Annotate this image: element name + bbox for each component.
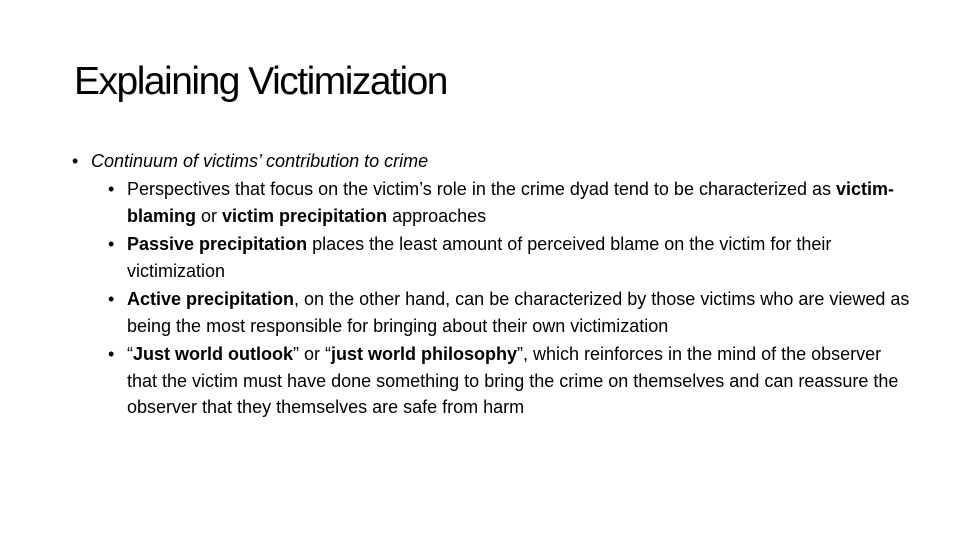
subpoint-text: or xyxy=(196,205,223,226)
term-just-world-philosophy: just world philosophy xyxy=(331,344,517,364)
subpoint-text: Perspectives that focus on the victim’s role in the crime dyad tend to be characterized as xyxy=(127,179,837,199)
main-point xyxy=(72,148,912,421)
slide-body xyxy=(72,148,912,421)
bullet-icon: • xyxy=(72,151,79,171)
subpoint-text: “ xyxy=(127,344,133,364)
term-passive-precipitation: Passive precipitation xyxy=(127,234,308,254)
subpoint-text: ”, which reinforces in the mind of the observer that the victim must have done something to bring the crime on themselves and can reassure the observer that they themselves are safe from harm xyxy=(127,344,899,417)
subpoint-text: ” or “ xyxy=(293,344,331,364)
subpoint-passive-precipitation xyxy=(108,231,912,284)
term-victim-precipitation: victim precipitation xyxy=(222,205,388,226)
bullet-icon: • xyxy=(108,179,115,199)
subpoint-text: places the least amount of perceived blame on the victim for their victimization xyxy=(127,234,832,281)
subpoint-text: approaches xyxy=(387,205,487,226)
subpoint-active-precipitation xyxy=(108,286,912,339)
subpoint-victim-blaming xyxy=(108,176,912,229)
term-just-world-outlook: Just world outlook xyxy=(133,344,293,364)
bullet-icon: • xyxy=(108,344,115,364)
sub-bullet-list xyxy=(108,176,912,421)
bullet-icon: • xyxy=(108,289,115,309)
term-active-precipitation: Active precipitation xyxy=(127,289,295,309)
term-victim-blaming: victim-blaming xyxy=(127,179,895,226)
subpoint-text: , on the other hand, can be characterized by those victims who are viewed as being the most responsible for bringing about their own victimization xyxy=(127,289,910,336)
slide-title: Explaining Victimization xyxy=(74,60,447,103)
bullet-list xyxy=(72,148,912,421)
subpoint-just-world xyxy=(108,341,912,421)
bullet-icon: • xyxy=(108,234,115,254)
main-point-text: Continuum of victims’ contribution to crime xyxy=(91,151,429,171)
